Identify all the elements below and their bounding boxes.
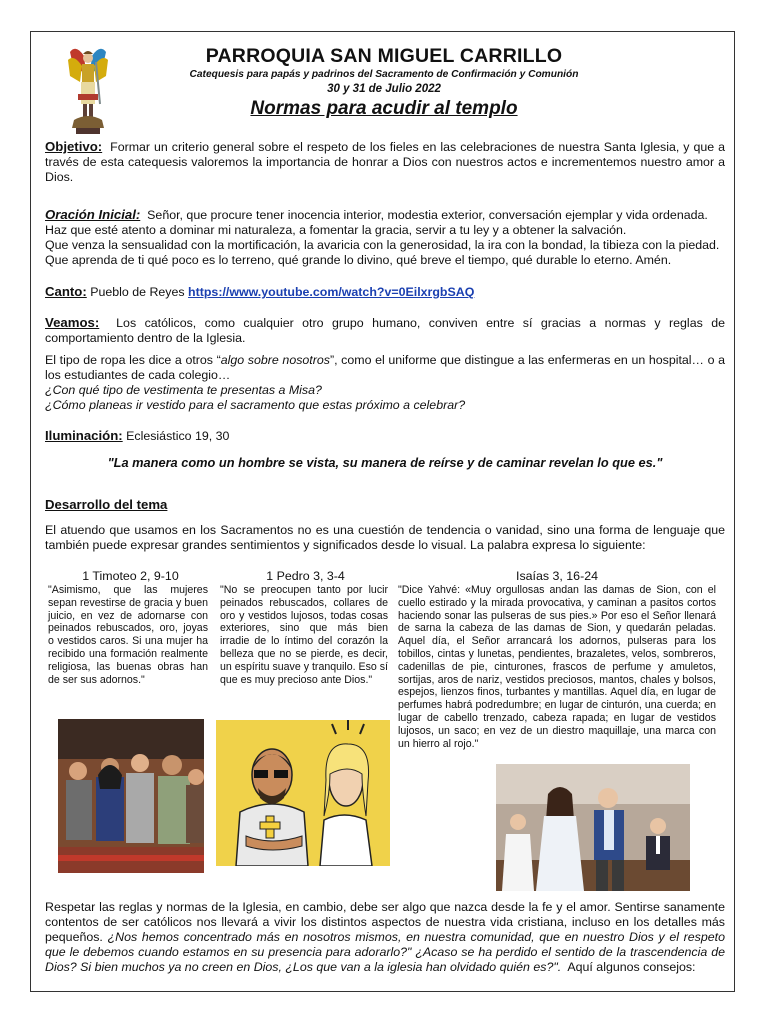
closing-questions: ¿Nos hemos concentrado más en nosotros mismos, en nuestra comunidad, que en nuestro Dios y el respeto que le debemos cuando estamos en su presencia para adorarlo?" ¿Acaso se ha perdido el sentido de la trascendencia de Dios? Si bien muchos ya no creen en Dios, ¿Los que van a la iglesia han olvidado quién es?". [45, 930, 725, 974]
oracion-line-2: Haz que esté atento a dominar mi naturaleza, a fomentar la gracia, servir a tu ley y a obtener la salvación. [45, 223, 627, 237]
youtube-link[interactable]: https://www.youtube.com/watch?v=0EilxrgbSAQ [188, 285, 475, 299]
oracion-line-3: Que venza la sensualidad con la mortificación, la avaricia con la generosidad, la ira con la bondad, la tibieza con la piedad. [45, 238, 720, 252]
page-heading: Normas para acudir al templo [250, 98, 518, 119]
oracion-label: Oración Inicial: [45, 207, 141, 222]
iluminacion-section [45, 428, 725, 444]
event-date: 30 y 31 de Julio 2022 [327, 83, 441, 95]
desarrollo-heading-row [45, 497, 725, 513]
iluminacion-ref: Eclesiástico 19, 30 [126, 429, 230, 443]
objetivo-label: Objetivo: [45, 139, 103, 154]
column-1-text: "Asimismo, que las mujeres sepan revestirse de gracia y buen juicio, en vez de adornarse con peinados rebuscados, oro, joyas o vestidos caros. Si una mujer ha recibido una formación realmente religiosa, las buenas obras han de ser sus adornos." [48, 584, 208, 686]
first-communion-photo [496, 764, 690, 891]
question-2: ¿Cómo planeas ir vestido para el sacramento que estas próximo a celebrar? [45, 398, 466, 412]
canto-label: Canto: [45, 284, 87, 299]
oracion-line-1: Señor, que procure tener inocencia interior, modestia exterior, conversación ejemplar y vida ordenada. [147, 208, 708, 222]
column-3-ref: Isaías 3, 16-24 [516, 569, 598, 583]
veamos-p2-end: ”, como el uniforme que distingue a las enfermeras en un hospital… o a los estudiantes de cada colegio… [45, 353, 725, 382]
catechesis-subtitle: Catequesis para papás y padrinos del Sacramento de Confirmación y Comunión [189, 69, 579, 80]
canto-section [45, 284, 725, 300]
congregation-photo [58, 719, 204, 873]
desarrollo-label: Desarrollo del tema [45, 497, 168, 512]
veamos-p2-start: El tipo de ropa les dice a otros “ [45, 353, 221, 367]
closing-consejos: Aquí algunos consejos: [567, 960, 696, 974]
cartoon-illustration [216, 720, 390, 866]
veamos-section [45, 315, 725, 346]
question-1: ¿Con qué tipo de vestimenta te presentas a Misa? [45, 383, 322, 397]
closing-paragraph [45, 900, 725, 975]
canto-text: Pueblo de Reyes [90, 285, 185, 299]
oracion-section [45, 207, 725, 268]
veamos-p2-italic: algo sobre nosotros [220, 353, 330, 367]
veamos-paragraph-2 [45, 353, 725, 413]
veamos-label: Veamos: [45, 315, 100, 330]
veamos-text: Los católicos, como cualquier otro grupo humano, conviven entre sí gracias a normas y reglas de comportamiento dentro de la Iglesia. [45, 316, 726, 345]
objetivo-text: Formar un criterio general sobre el respeto de los fieles en las celebraciones de nuestra Santa Iglesia, y que a través de esta catequesis valoremos la importancia de honrar a Dios con nuestros actos e incrementemos nuestro amor a Dios. [45, 140, 726, 184]
oracion-line-4: Que aprenda de ti qué poco es lo terreno, qué grande lo divino, qué breve el tiempo, qué durable lo eterno. Amén. [45, 253, 672, 267]
desarrollo-intro: El atuendo que usamos en los Sacramentos no es una cuestión de tendencia o vanidad, sino una forma de lenguaje que también puede expresar grandes sentimientos y significados desde lo visual. La palabra expresa lo siguiente: [45, 523, 725, 552]
parish-title: PARROQUIA SAN MIGUEL CARRILLO [205, 45, 563, 67]
column-2-text: "No se preocupen tanto por lucir peinados rebuscados, collares de oro y vestidos lujosos, todas cosas exteriores, sino que más bien irradie de lo íntimo del corazón la belleza que no se pierde, es decir, un espíritu suave y tranquilo. Eso sí que es muy precioso ante Dios." [220, 584, 388, 686]
iluminacion-quote: "La manera como un hombre se vista, su manera de reírse y de caminar revelan lo que es." [107, 455, 663, 470]
saint-michael-logo [66, 42, 110, 136]
closing-text: Respetar las reglas y normas de la Iglesia, en cambio, debe ser algo que nazca desde la fe y el amor. Sentirse sanamente contentos de ser católicos nos llevará a vivir los distintos aspectos de nuestra vida cristiana, incluso en los detalles más pequeños. [45, 900, 725, 944]
column-3-text: "Dice Yahvé: «Muy orgullosas andan las damas de Sion, con el cuello estirado y la mirada provocativa, y caminan a pasitos cortos haciendo sonar las pulseras de sus pies.» Por eso el Señor llenará de sarna la cabeza de las damas de Sion, y quedarán peladas. Aquel día, el Señor arrancará los adornos, pulseras para los tobillos, cintas y lunetas, pendientes, brazaletes, velos, sombreros, cadenillas de pie, cinturones, frascos de perfume y amuletos, sortijas, aros de nariz, vestidos preciosos, mantos, chales y bolsos, espejos, lienzos finos, turbantes y mantillas. Aquel día, en lugar de perfumes habrá podredumbre; en lugar de cinturón, una cuerda; en lugar de cabello trenzado, cabeza rapada; en lugar de vestidos lujosos, un saco; en vez de un diestro maquillaje, una marca con un hierro al rojo." [398, 584, 716, 750]
column-2-ref: 1 Pedro 3, 3-4 [266, 569, 345, 583]
iluminacion-label: Iluminación: [45, 428, 123, 443]
column-1-ref: 1 Timoteo 2, 9-10 [82, 569, 179, 583]
objetivo-section [45, 139, 725, 185]
